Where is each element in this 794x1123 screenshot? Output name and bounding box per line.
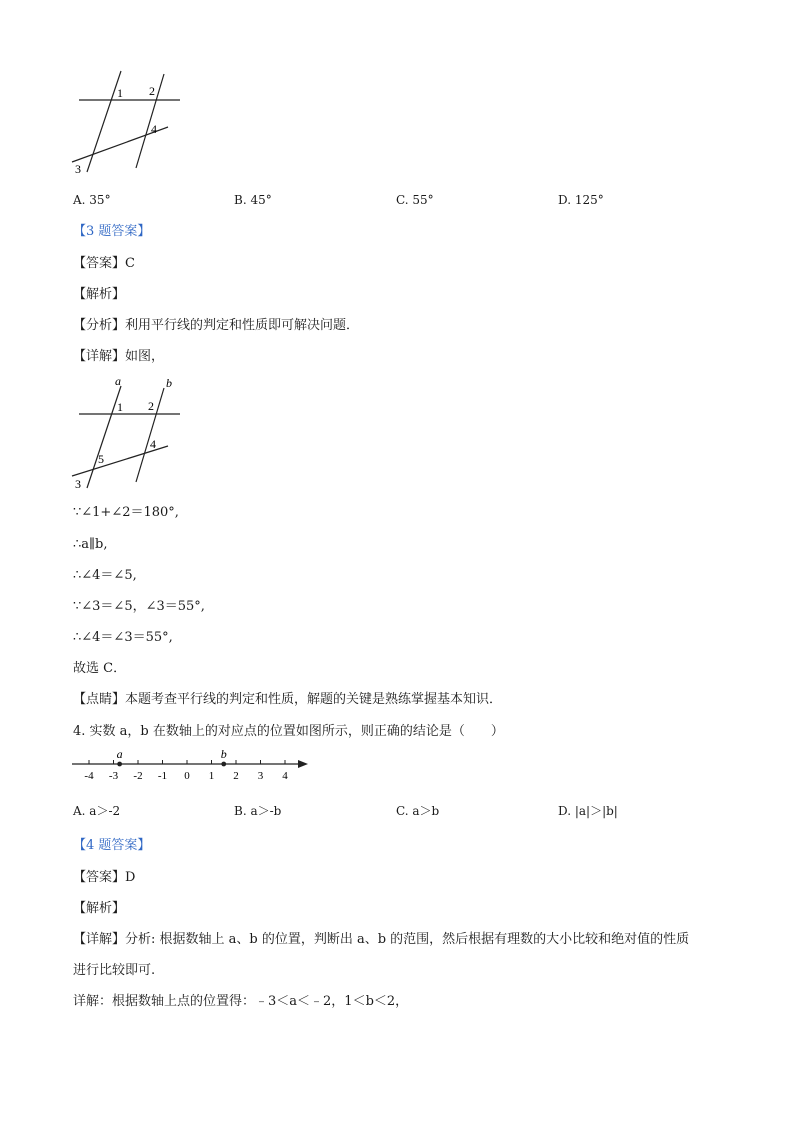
q3-option-a: A. 35° [73, 193, 111, 207]
q3-step-6: 故选 C． [73, 661, 127, 676]
number-line-tick-label: 4 [282, 770, 288, 782]
fig2-label-b: b [166, 376, 172, 390]
q4-answer-heading: 【4 题答案】 [73, 838, 151, 853]
q3-analysis-heading: 【解析】 [73, 287, 126, 302]
figure-parallel-lines-2 [66, 372, 196, 494]
q3-comment: 【点睛】本题考查平行线的判定和性质，解题的关键是熟练掌握基本知识． [73, 692, 503, 707]
fig2-label-a: a [115, 374, 121, 388]
number-line [66, 744, 314, 788]
q3-answer: 【答案】C [73, 256, 135, 271]
fig2-label-2: 2 [148, 399, 154, 413]
q3-step-5: ∴∠4＝∠3＝55°, [73, 630, 173, 645]
q3-option-b: B. 45° [234, 193, 272, 207]
q4-option-b: B. a＞-b [234, 804, 282, 818]
number-line-tick-label: -3 [108, 770, 119, 782]
number-line-point-b [221, 762, 226, 767]
number-line-point-a [117, 762, 122, 767]
fig1-label-1: 1 [117, 86, 123, 100]
q4-option-a: A. a＞-2 [73, 804, 121, 818]
q3-analysis: 【分析】利用平行线的判定和性质即可解决问题． [73, 318, 360, 333]
q3-option-c: C. 55° [396, 193, 434, 207]
fig2-label-4: 4 [150, 437, 156, 451]
number-line-point-b-label: b [220, 747, 227, 761]
q4-option-c: C. a＞b [396, 804, 440, 818]
q3-detail-intro: 【详解】如图， [73, 349, 165, 364]
number-line-point-a-label: a [116, 747, 123, 761]
q3-step-3: ∴∠4＝∠5, [73, 568, 137, 583]
fig1-label-2: 2 [149, 84, 155, 98]
q4-option-d: D. |a|＞|b| [558, 804, 618, 818]
number-line-tick-label: -2 [133, 770, 143, 782]
q3-step-1: ∵∠1+∠2＝180°, [73, 505, 179, 520]
number-line-tick-label: 1 [208, 770, 215, 782]
q4-analysis-heading: 【解析】 [73, 901, 126, 916]
q3-step-2: ∴a∥b, [73, 537, 108, 552]
q4-detail-line-1: 【详解】分析: 根据数轴上 a、b 的位置，判断出 a、b 的范围，然后根据有理数的大小比较和绝对值的性质 [73, 932, 690, 947]
q4-question: 4. 实数 a，b 在数轴上的对应点的位置如图所示，则正确的结论是（ ） [73, 724, 504, 739]
fig2-label-5: 5 [98, 452, 104, 466]
number-line-tick-label: -4 [84, 770, 94, 782]
q4-detail-line-2: 进行比较即可. [73, 963, 156, 978]
q4-detail-line-3: 详解：根据数轴上点的位置得：﹣3＜a＜﹣2，1＜b＜2， [73, 994, 409, 1009]
q3-step-4: ∵∠3＝∠5，∠3＝55°, [73, 599, 205, 614]
number-line-tick-label: 3 [257, 770, 264, 782]
q3-answer-heading: 【3 题答案】 [73, 224, 151, 239]
figure-parallel-lines-1 [66, 66, 196, 178]
q3-option-d: D. 125° [558, 193, 604, 207]
fig1-label-4: 4 [151, 122, 157, 136]
q4-answer: 【答案】D [73, 870, 136, 885]
fig2-label-1: 1 [117, 400, 123, 414]
number-line-tick-label: 0 [184, 770, 190, 782]
fig2-label-3: 3 [75, 477, 81, 491]
number-line-tick-label: -1 [157, 770, 168, 782]
number-line-tick-label: 2 [233, 770, 239, 782]
fig1-label-3: 3 [75, 162, 81, 176]
